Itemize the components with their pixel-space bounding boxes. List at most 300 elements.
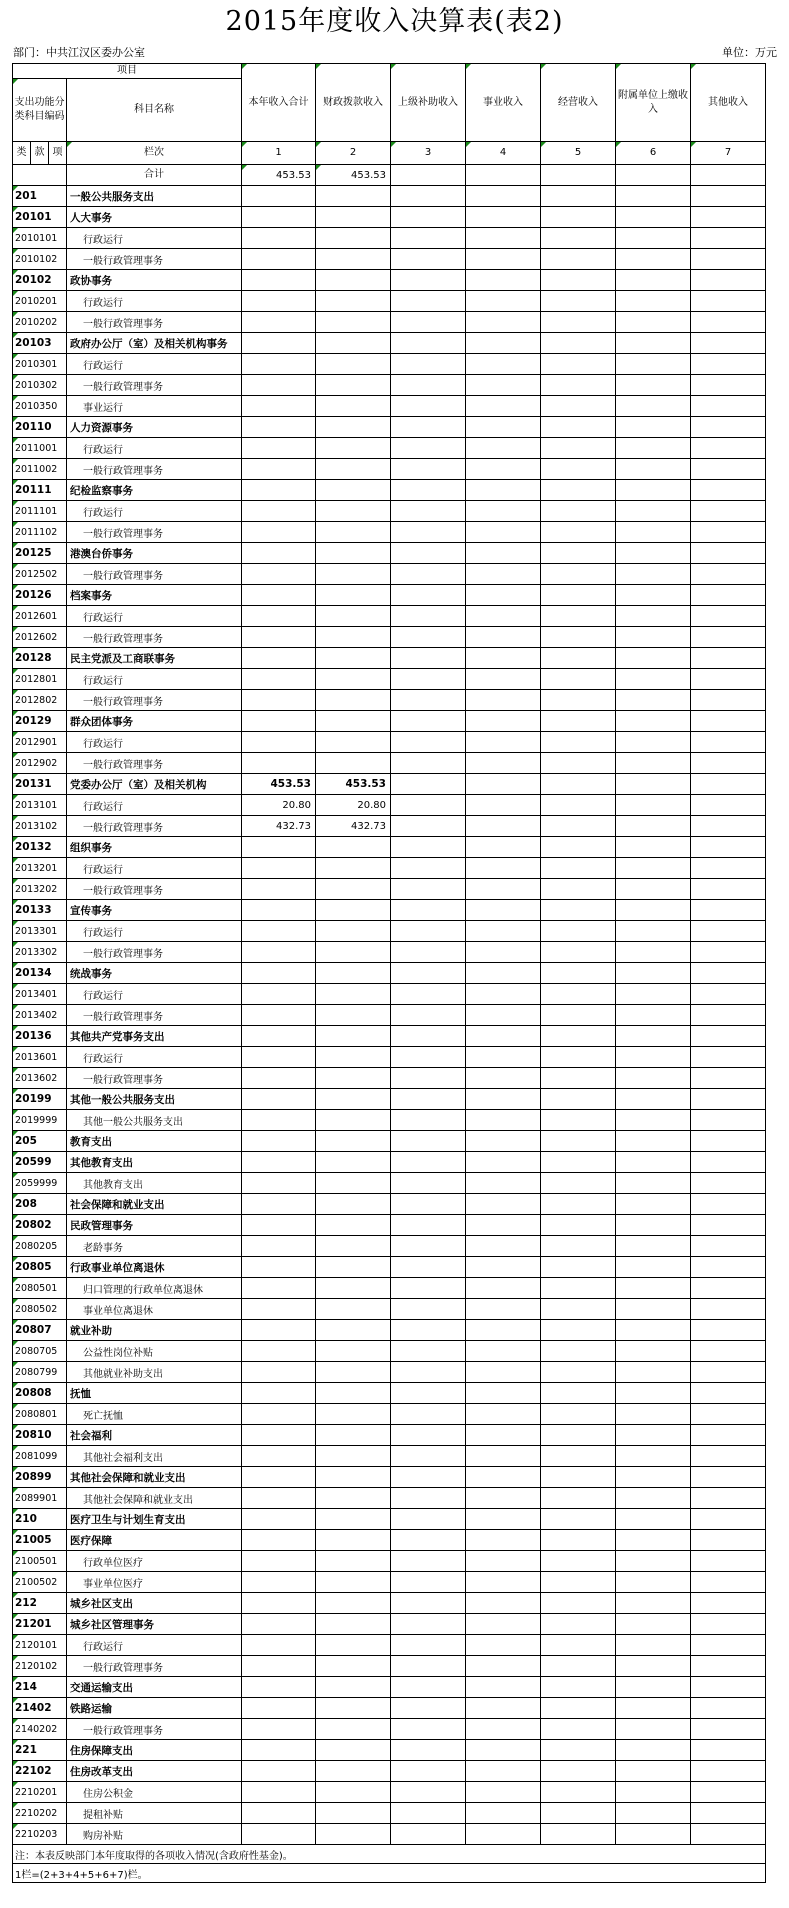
row-value-4 <box>466 1068 541 1089</box>
row-value-1 <box>242 753 316 774</box>
row-value-3 <box>391 1467 466 1488</box>
table-row <box>13 858 767 879</box>
row-value-6 <box>616 459 691 480</box>
row-value-6 <box>616 900 691 921</box>
row-value-5 <box>541 333 616 354</box>
col-header-2: 财政拨款收入 <box>316 64 391 142</box>
row-name: 一般行政管理事务 <box>67 1719 242 1740</box>
row-name: 购房补贴 <box>67 1824 242 1845</box>
row-value-3 <box>391 186 466 207</box>
row-value-7 <box>691 1194 766 1215</box>
row-value-1 <box>242 1446 316 1467</box>
row-value-5 <box>541 249 616 270</box>
row-name: 住房公积金 <box>67 1782 242 1803</box>
table-row <box>13 1719 767 1740</box>
row-value-3 <box>391 606 466 627</box>
row-value-6 <box>616 1761 691 1782</box>
row-name: 档案事务 <box>67 585 242 606</box>
row-name: 其他社会保障和就业支出 <box>67 1488 242 1509</box>
row-value-6 <box>616 1257 691 1278</box>
row-value-4 <box>466 1656 541 1677</box>
row-code: 2210203 <box>13 1824 67 1845</box>
row-value-3 <box>391 669 466 690</box>
row-value-1 <box>242 1383 316 1404</box>
row-value-3 <box>391 1026 466 1047</box>
row-value-6 <box>616 858 691 879</box>
row-value-7 <box>691 1026 766 1047</box>
row-value-7 <box>691 984 766 1005</box>
row-name: 住房改革支出 <box>67 1761 242 1782</box>
table-note: 注：本表反映部门本年度取得的各项收入情况(含政府性基金)。 <box>13 1845 766 1864</box>
row-value-1 <box>242 627 316 648</box>
row-value-4 <box>466 984 541 1005</box>
table-row <box>13 1761 767 1782</box>
row-value-1 <box>242 207 316 228</box>
row-code: 21005 <box>13 1530 67 1551</box>
row-value-5 <box>541 879 616 900</box>
row-value-7 <box>691 1173 766 1194</box>
row-name: 事业单位医疗 <box>67 1572 242 1593</box>
row-value-6 <box>616 1194 691 1215</box>
row-value-6 <box>616 1341 691 1362</box>
name-label: 科目名称 <box>67 79 242 142</box>
row-value-3 <box>391 1215 466 1236</box>
row-name: 组织事务 <box>67 837 242 858</box>
row-code: 21402 <box>13 1698 67 1719</box>
row-name: 统战事务 <box>67 963 242 984</box>
row-name: 一般行政管理事务 <box>67 312 242 333</box>
row-value-5 <box>541 1719 616 1740</box>
row-value-1 <box>242 1005 316 1026</box>
table-row <box>13 774 767 795</box>
row-value-7 <box>691 480 766 501</box>
total-label: 合计 <box>67 165 242 186</box>
table-row <box>13 1341 767 1362</box>
row-value-6 <box>616 1131 691 1152</box>
row-value-4 <box>466 270 541 291</box>
table-row <box>13 1299 767 1320</box>
row-value-1 <box>242 249 316 270</box>
row-value-2 <box>316 1152 391 1173</box>
row-value-1 <box>242 396 316 417</box>
row-value-6 <box>616 1425 691 1446</box>
table-row <box>13 1824 767 1845</box>
item-header: 项目 <box>13 64 242 79</box>
row-code: 20131 <box>13 774 67 795</box>
row-code: 2012502 <box>13 564 67 585</box>
row-value-4 <box>466 1320 541 1341</box>
row-value-7 <box>691 1740 766 1761</box>
row-value-1 <box>242 1761 316 1782</box>
row-name: 一般行政管理事务 <box>67 564 242 585</box>
row-value-3 <box>391 1614 466 1635</box>
row-name: 一般行政管理事务 <box>67 1005 242 1026</box>
row-value-1 <box>242 1509 316 1530</box>
row-value-7 <box>691 648 766 669</box>
row-value-5 <box>541 1362 616 1383</box>
row-value-4 <box>466 375 541 396</box>
row-value-3 <box>391 375 466 396</box>
row-value-7 <box>691 1110 766 1131</box>
row-value-4 <box>466 942 541 963</box>
row-code: 2210202 <box>13 1803 67 1824</box>
table-row <box>13 921 767 942</box>
row-value-7 <box>691 858 766 879</box>
row-value-4 <box>466 1425 541 1446</box>
row-name: 其他教育支出 <box>67 1152 242 1173</box>
table-row <box>13 564 767 585</box>
table-row <box>13 1383 767 1404</box>
row-value-7 <box>691 312 766 333</box>
row-value-5 <box>541 396 616 417</box>
row-name: 教育支出 <box>67 1131 242 1152</box>
row-value-4 <box>466 1341 541 1362</box>
total-row <box>13 165 767 186</box>
row-value-3 <box>391 1572 466 1593</box>
row-name: 医疗保障 <box>67 1530 242 1551</box>
table-row <box>13 648 767 669</box>
row-code: 2010302 <box>13 375 67 396</box>
row-code: 201 <box>13 186 67 207</box>
row-value-4 <box>466 1215 541 1236</box>
row-value-2 <box>316 1047 391 1068</box>
table-row <box>13 1635 767 1656</box>
row-value-3 <box>391 984 466 1005</box>
row-value-7 <box>691 1047 766 1068</box>
row-value-6 <box>616 1383 691 1404</box>
row-value-7 <box>691 1509 766 1530</box>
row-code: 20807 <box>13 1320 67 1341</box>
row-value-4 <box>466 585 541 606</box>
row-value-3 <box>391 1593 466 1614</box>
row-value-4 <box>466 1383 541 1404</box>
table-row <box>13 585 767 606</box>
table-row <box>13 669 767 690</box>
row-name: 公益性岗位补贴 <box>67 1341 242 1362</box>
row-value-1 <box>242 1740 316 1761</box>
row-code: 2011101 <box>13 501 67 522</box>
row-value-5 <box>541 1383 616 1404</box>
row-value-2 <box>316 1173 391 1194</box>
row-code: 2013202 <box>13 879 67 900</box>
row-value-7 <box>691 1488 766 1509</box>
row-value-4 <box>466 564 541 585</box>
row-value-6 <box>616 186 691 207</box>
row-value-3 <box>391 648 466 669</box>
row-value-1 <box>242 312 316 333</box>
table-row <box>13 333 767 354</box>
row-value-1 <box>242 1278 316 1299</box>
row-value-1 <box>242 1236 316 1257</box>
row-code: 2013402 <box>13 1005 67 1026</box>
row-value-2 <box>316 1488 391 1509</box>
row-value-5 <box>541 585 616 606</box>
row-value-7 <box>691 774 766 795</box>
row-name: 行政运行 <box>67 732 242 753</box>
note-row <box>13 1845 767 1864</box>
row-value-5 <box>541 207 616 228</box>
col-header-6: 附属单位上缴收入 <box>616 64 691 142</box>
row-value-6 <box>616 1530 691 1551</box>
row-value-7 <box>691 1341 766 1362</box>
row-value-7 <box>691 1698 766 1719</box>
row-value-4 <box>466 1488 541 1509</box>
row-value-3 <box>391 1152 466 1173</box>
row-value-7 <box>691 1068 766 1089</box>
row-name: 民政管理事务 <box>67 1215 242 1236</box>
row-value-3 <box>391 858 466 879</box>
row-value-7 <box>691 333 766 354</box>
row-name: 抚恤 <box>67 1383 242 1404</box>
row-value-3 <box>391 1719 466 1740</box>
row-value-3 <box>391 1824 466 1845</box>
row-value-2 <box>316 543 391 564</box>
row-code: 2012802 <box>13 690 67 711</box>
row-value-6 <box>616 1278 691 1299</box>
row-value-4 <box>466 1362 541 1383</box>
row-value-5 <box>541 816 616 837</box>
row-value-3 <box>391 837 466 858</box>
table-row <box>13 1026 767 1047</box>
table-row <box>13 1488 767 1509</box>
row-code: 2013102 <box>13 816 67 837</box>
row-value-2 <box>316 1236 391 1257</box>
row-value-7 <box>691 1131 766 1152</box>
table-row <box>13 837 767 858</box>
row-value-2 <box>316 1698 391 1719</box>
table-row <box>13 207 767 228</box>
row-value-1 <box>242 879 316 900</box>
row-value-7 <box>691 1089 766 1110</box>
row-value-6 <box>616 396 691 417</box>
col-header-4: 事业收入 <box>466 64 541 142</box>
row-value-5 <box>541 1467 616 1488</box>
row-value-5 <box>541 1089 616 1110</box>
row-value-7 <box>691 1278 766 1299</box>
row-value-1 <box>242 669 316 690</box>
total-value-6 <box>616 165 691 186</box>
row-value-4 <box>466 1761 541 1782</box>
row-value-5 <box>541 858 616 879</box>
row-value-6 <box>616 1068 691 1089</box>
row-code: 2089901 <box>13 1488 67 1509</box>
row-value-3 <box>391 900 466 921</box>
row-value-4 <box>466 186 541 207</box>
row-value-5 <box>541 1530 616 1551</box>
row-value-5 <box>541 1110 616 1131</box>
row-value-2 <box>316 1782 391 1803</box>
row-value-6 <box>616 879 691 900</box>
row-value-2 <box>316 1509 391 1530</box>
row-value-5 <box>541 1446 616 1467</box>
row-value-6 <box>616 354 691 375</box>
row-value-6 <box>616 270 691 291</box>
department-label: 部门：中共江汉区委办公室 <box>13 46 145 59</box>
row-value-7 <box>691 585 766 606</box>
table-row <box>13 1677 767 1698</box>
row-value-4 <box>466 711 541 732</box>
row-value-4 <box>466 1257 541 1278</box>
row-name: 事业运行 <box>67 396 242 417</box>
row-value-3 <box>391 312 466 333</box>
row-value-2 <box>316 1446 391 1467</box>
row-value-6 <box>616 375 691 396</box>
total-value-3 <box>391 165 466 186</box>
row-value-7 <box>691 1467 766 1488</box>
row-name: 其他一般公共服务支出 <box>67 1089 242 1110</box>
row-value-4 <box>466 774 541 795</box>
table-row <box>13 1110 767 1131</box>
row-value-4 <box>466 1089 541 1110</box>
row-code: 20132 <box>13 837 67 858</box>
row-value-7 <box>691 522 766 543</box>
row-value-5 <box>541 1005 616 1026</box>
row-value-5 <box>541 459 616 480</box>
row-value-3 <box>391 1446 466 1467</box>
row-value-6 <box>616 312 691 333</box>
row-value-1 <box>242 858 316 879</box>
table-row <box>13 1656 767 1677</box>
row-name: 交通运输支出 <box>67 1677 242 1698</box>
row-code: 20111 <box>13 480 67 501</box>
row-value-5 <box>541 1341 616 1362</box>
row-value-1 <box>242 1362 316 1383</box>
row-value-7 <box>691 186 766 207</box>
code-label: 支出功能分类科目编码 <box>13 79 67 142</box>
row-value-4 <box>466 1782 541 1803</box>
row-value-3 <box>391 585 466 606</box>
row-value-1 <box>242 1803 316 1824</box>
row-value-6 <box>616 795 691 816</box>
row-name: 一般行政管理事务 <box>67 522 242 543</box>
row-value-4 <box>466 501 541 522</box>
row-code: 20129 <box>13 711 67 732</box>
col-num-6: 6 <box>616 142 691 165</box>
row-value-6 <box>616 417 691 438</box>
row-value-3 <box>391 1761 466 1782</box>
table-row <box>13 1404 767 1425</box>
row-value-7 <box>691 963 766 984</box>
total-value-2: 453.53 <box>316 165 391 186</box>
row-value-7 <box>691 1824 766 1845</box>
row-value-6 <box>616 753 691 774</box>
lanci-label: 栏次 <box>67 142 242 165</box>
row-value-2 <box>316 270 391 291</box>
row-name: 行政事业单位离退休 <box>67 1257 242 1278</box>
row-value-5 <box>541 1173 616 1194</box>
row-name: 一般行政管理事务 <box>67 690 242 711</box>
row-value-3 <box>391 396 466 417</box>
table-row <box>13 984 767 1005</box>
row-value-3 <box>391 438 466 459</box>
row-value-6 <box>616 984 691 1005</box>
table-row <box>13 354 767 375</box>
row-value-3 <box>391 1740 466 1761</box>
row-value-4 <box>466 459 541 480</box>
table-row <box>13 396 767 417</box>
row-code: 2010202 <box>13 312 67 333</box>
row-value-6 <box>616 564 691 585</box>
row-value-2: 453.53 <box>316 774 391 795</box>
row-value-4 <box>466 1026 541 1047</box>
table-row <box>13 1530 767 1551</box>
row-value-3 <box>391 942 466 963</box>
row-value-6 <box>616 543 691 564</box>
row-value-6 <box>616 1446 691 1467</box>
row-value-5 <box>541 1299 616 1320</box>
row-value-2 <box>316 1194 391 1215</box>
row-value-2 <box>316 1362 391 1383</box>
row-value-3 <box>391 354 466 375</box>
row-value-6 <box>616 1803 691 1824</box>
table-row <box>13 291 767 312</box>
row-value-2 <box>316 1467 391 1488</box>
row-value-1 <box>242 1698 316 1719</box>
row-value-6 <box>616 1488 691 1509</box>
row-name: 一般行政管理事务 <box>67 627 242 648</box>
row-value-7 <box>691 1404 766 1425</box>
row-value-2 <box>316 291 391 312</box>
row-value-6 <box>616 1614 691 1635</box>
table-row <box>13 711 767 732</box>
row-code: 2012801 <box>13 669 67 690</box>
row-value-6 <box>616 1782 691 1803</box>
row-name: 行政运行 <box>67 438 242 459</box>
row-code: 20899 <box>13 1467 67 1488</box>
row-value-4 <box>466 921 541 942</box>
table-row <box>13 459 767 480</box>
row-value-3 <box>391 690 466 711</box>
table-row <box>13 942 767 963</box>
row-code: 22102 <box>13 1761 67 1782</box>
row-value-2 <box>316 1803 391 1824</box>
row-value-5 <box>541 1593 616 1614</box>
row-name: 纪检监察事务 <box>67 480 242 501</box>
row-value-6 <box>616 837 691 858</box>
row-value-7 <box>691 900 766 921</box>
row-value-6 <box>616 249 691 270</box>
table-row <box>13 375 767 396</box>
row-value-1 <box>242 1572 316 1593</box>
row-code: 2012602 <box>13 627 67 648</box>
row-value-1 <box>242 480 316 501</box>
row-value-3 <box>391 732 466 753</box>
row-value-3 <box>391 1299 466 1320</box>
col-num-4: 4 <box>466 142 541 165</box>
row-value-5 <box>541 795 616 816</box>
table-row <box>13 1698 767 1719</box>
row-value-6 <box>616 732 691 753</box>
row-name: 行政运行 <box>67 921 242 942</box>
row-value-2 <box>316 1740 391 1761</box>
row-code: 2059999 <box>13 1173 67 1194</box>
row-value-6 <box>616 333 691 354</box>
row-value-4 <box>466 837 541 858</box>
row-name: 民主党派及工商联事务 <box>67 648 242 669</box>
row-value-5 <box>541 732 616 753</box>
row-value-1 <box>242 564 316 585</box>
row-value-5 <box>541 1677 616 1698</box>
row-value-7 <box>691 1152 766 1173</box>
row-value-7 <box>691 207 766 228</box>
row-code: 2011002 <box>13 459 67 480</box>
row-code: 2080799 <box>13 1362 67 1383</box>
row-value-4 <box>466 606 541 627</box>
row-value-7 <box>691 1782 766 1803</box>
row-code: 2013601 <box>13 1047 67 1068</box>
row-name: 群众团体事务 <box>67 711 242 732</box>
row-value-4 <box>466 1803 541 1824</box>
